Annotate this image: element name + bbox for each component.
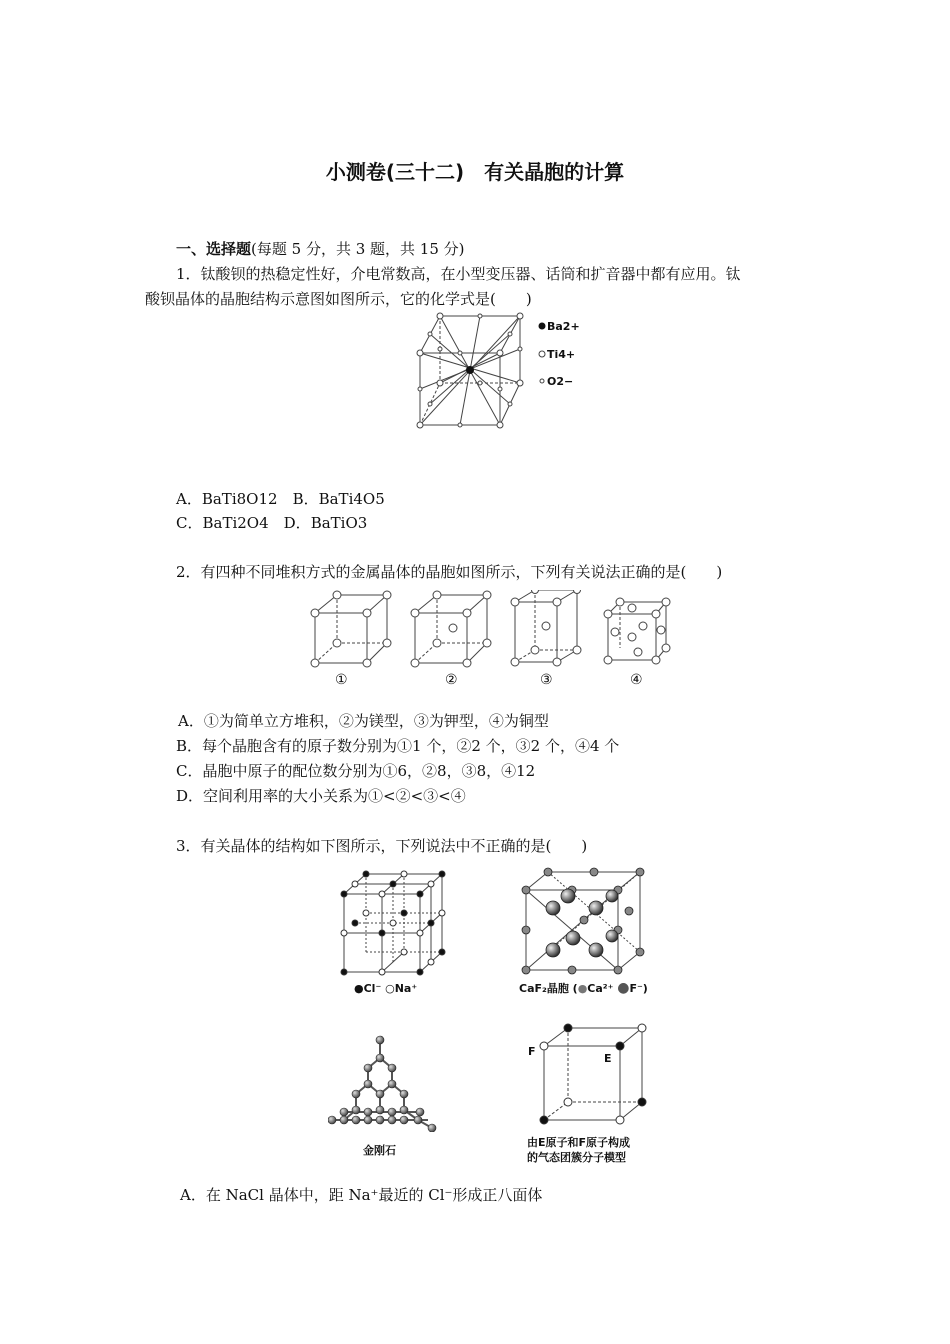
diamond-caption: 金刚石 [363,1144,396,1157]
q3-cluster-figure [530,1022,660,1126]
caf2-legend-f-ball: ● [617,980,630,996]
q1-stem-line1: 1．钛酸钡的热稳定性好，介电常数高，在小型变压器、话筒和扩音器中都有应用。钛 [176,265,741,283]
q3-nacl-figure [336,866,456,978]
q1-stem-line2: 酸钡晶体的晶胞结构示意图如图所示，它的化学式是( ) [145,290,532,308]
q1-option-c-label: C． [176,514,203,532]
q3-diamond-figure [328,1032,440,1132]
q2-option-c: C．晶胞中原子的配位数分别为①6，②8，③8，④12 [176,762,536,780]
caf2-legend-f: F⁻) [629,982,648,995]
caf2-legend-ca-ball: ● [577,982,588,995]
q2-cells-figure [310,590,680,670]
page-title: 小测卷(三十二) 有关晶胞的计算 [325,160,625,184]
nacl-legend-cl: Cl⁻ [363,982,382,995]
q1-option-b-label: B． [292,490,319,508]
q2-fig-label-2: ② [445,672,458,688]
legend-o: O2− [547,375,574,388]
nacl-legend [354,982,417,995]
q2-option-a: A．①为简单立方堆积，②为镁型，③为钾型，④为铜型 [178,712,549,730]
q1-option-b: BaTi4O5 [318,490,385,508]
q2-fig-label-1: ① [335,672,348,688]
q2-option-d: D．空间利用率的大小关系为①<②<③<④ [176,787,466,805]
cluster-label-f: F [528,1045,536,1058]
q1-option-d-label: D． [283,514,311,532]
q1-options-ab [176,490,385,508]
q1-option-d: BaTiO3 [310,514,368,532]
caf2-caption [519,980,648,997]
q2-fig-label-3: ③ [540,672,553,688]
q2-fig-label-4: ④ [630,672,643,688]
q1-option-c: BaTi2O4 [202,514,269,532]
caf2-legend-ca: Ca²⁺ [587,982,614,995]
q3-option-a: A．在 NaCl 晶体中，距 Na⁺最近的 Cl⁻形成正八面体 [180,1186,543,1204]
q1-option-a-label: A． [176,490,202,508]
section-note: (每题 5 分，共 3 题，共 15 分) [251,240,465,258]
section-heading-label: 一、选择题 [176,240,252,258]
q1-options-cd [176,514,367,532]
q2-stem: 2．有四种不同堆积方式的金属晶体的晶胞如图所示，下列有关说法正确的是( ) [176,563,723,581]
q2-option-b: B．每个晶胞含有的原子数分别为①1 个，②2 个，③2 个，④4 个 [176,737,620,755]
nacl-legend-na: Na⁺ [394,982,418,995]
caf2-caption-text: CaF₂晶胞 ( [519,982,578,995]
nacl-legend-cl-dot: ● [354,982,364,995]
cluster-caption-line2: 的气态团簇分子模型 [527,1151,626,1164]
q3-stem: 3．有关晶体的结构如下图所示，下列说法中不正确的是( ) [176,837,588,855]
q3-caf2-figure [518,866,648,976]
cluster-label-e: E [604,1052,612,1065]
section-heading [176,240,465,258]
legend-ba: Ba2+ [547,320,580,333]
cluster-caption-line1: 由E原子和F原子构成 [527,1136,631,1149]
legend-ti: Ti4+ [547,348,576,361]
q1-option-a: BaTi8O12 [201,490,278,508]
nacl-legend-na-dot: ○ [385,982,395,995]
